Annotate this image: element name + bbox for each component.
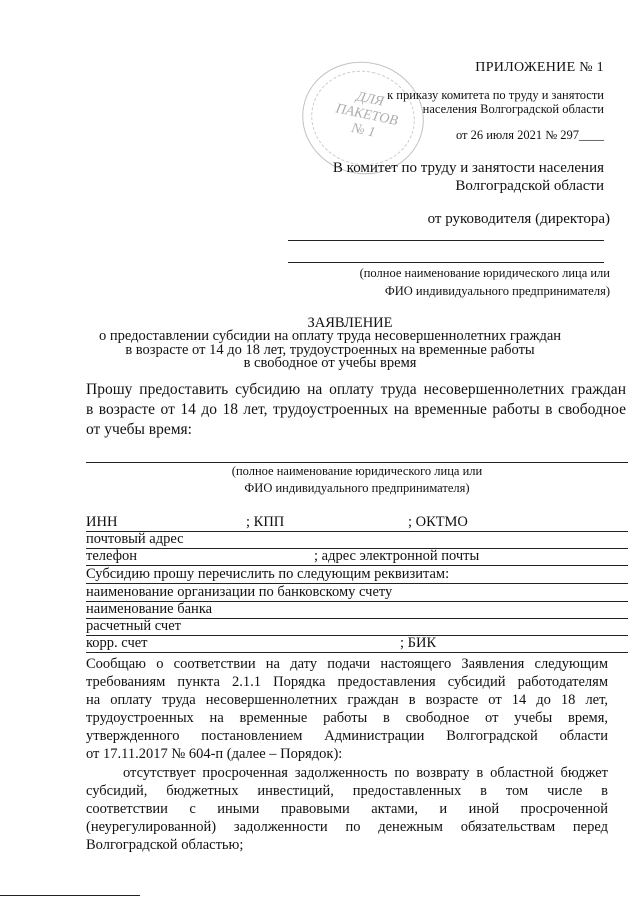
org-name-row [86, 584, 628, 602]
kpp-label: ; КПП [246, 514, 285, 530]
document-title: ЗАЯВЛЕНИЕ [307, 315, 393, 331]
addressee-line1: В комитет по труду и занятости населения [332, 160, 604, 176]
compliance-line: трудоустроенных на временные работы в свободное от учебы время, [86, 710, 608, 726]
bank-name-label: наименование банка [86, 601, 213, 617]
request-hint-line1: (полное наименование юридического лица или [231, 464, 483, 478]
applicant-name-line-1 [288, 240, 604, 241]
phone-label: телефон [86, 548, 138, 564]
transfer-intro: Субсидию прошу перечислить по следующим реквизитам: [86, 566, 450, 582]
transfer-intro-row [86, 566, 628, 584]
debt-line: (неурегулированной) задолженности по денежным обязательствам перед [86, 819, 608, 835]
corr-bik-row [86, 635, 628, 653]
debt-line: субсидий, бюджетных инвестиций, предоставленных в том числе в [86, 783, 608, 799]
account-row [86, 618, 628, 636]
compliance-line: требованиям пункта 2.1.1 Порядка предоставления субсидий работодателям [86, 674, 608, 690]
phone-email-row [86, 548, 628, 566]
stamp-text: ДЛЯ ПАКЕТОВ № 1 [334, 89, 400, 141]
request-line1: Прошу предоставить субсидию на оплату труда несовершеннолетних граждан [86, 381, 626, 398]
bank-name-row [86, 601, 628, 619]
inn-label: ИНН [86, 514, 118, 530]
request-applicant-line [86, 462, 628, 463]
appendix-label: ПРИЛОЖЕНИЕ № 1 [475, 60, 604, 75]
title-line2: в возрасте от 14 до 18 лет, трудоустроенных на временные работы [125, 342, 535, 358]
debt-first-line: отсутствует просроченная задолженность по возврату в областной бюджет [123, 765, 608, 781]
order-date: от 26 июля 2021 № 297____ [455, 128, 604, 142]
applicant-hint-line1: (полное наименование юридического лица или [359, 266, 610, 280]
postal-address-row [86, 531, 628, 549]
from-director: от руководителя (директора) [427, 211, 610, 227]
account-label: расчетный счет [86, 618, 181, 634]
order-reference-line2: населения Волгоградской области [422, 102, 604, 116]
request-line3: от учебы время: [86, 421, 192, 438]
request-paragraph [86, 380, 626, 440]
order-reference-line1: к приказу комитета по труду и занятости [387, 88, 604, 102]
addressee-line2: Волгоградской области [455, 178, 604, 194]
request-line2: в возрасте от 14 до 18 лет, трудоустроенных на временные работы в свободное [86, 401, 626, 418]
email-label: ; адрес электронной почты [314, 548, 480, 564]
request-hint-line2: ФИО индивидуального предпринимателя) [244, 481, 470, 495]
inn-kpp-oktmo-row [86, 514, 628, 532]
applicant-name-line-2 [288, 262, 604, 263]
applicant-hint-line2: ФИО индивидуального предпринимателя) [384, 284, 610, 298]
org-name-label: наименование организации по банковскому счету [86, 584, 393, 600]
bik-label: ; БИК [400, 635, 437, 651]
corr-account-label: корр. счет [86, 635, 148, 651]
compliance-line: на оплату труда несовершеннолетних граждан в возрасте от 14 до 18 лет, [86, 692, 608, 708]
footnote-separator [0, 895, 140, 896]
postal-address-label: почтовый адрес [86, 531, 184, 547]
debt-last-line: Волгоградской областью; [86, 837, 244, 853]
compliance-last-line: от 17.11.2017 № 604-п (далее – Порядок): [86, 746, 343, 762]
title-line1: о предоставлении субсидии на оплату труда несовершеннолетних граждан [98, 328, 562, 344]
compliance-line: утвержденного постановлением Администрации Волгоградской области [86, 728, 608, 744]
title-line3: в свободное от учебы время [243, 355, 417, 371]
compliance-line: Сообщаю о соответствии на дату подачи настоящего Заявления следующим [86, 656, 608, 672]
debt-paragraph [86, 764, 608, 854]
oktmo-label: ; ОКТМО [408, 514, 468, 530]
compliance-paragraph [86, 655, 608, 763]
debt-line: соответствии с иными правовыми актами, и иной просроченной [86, 801, 608, 817]
